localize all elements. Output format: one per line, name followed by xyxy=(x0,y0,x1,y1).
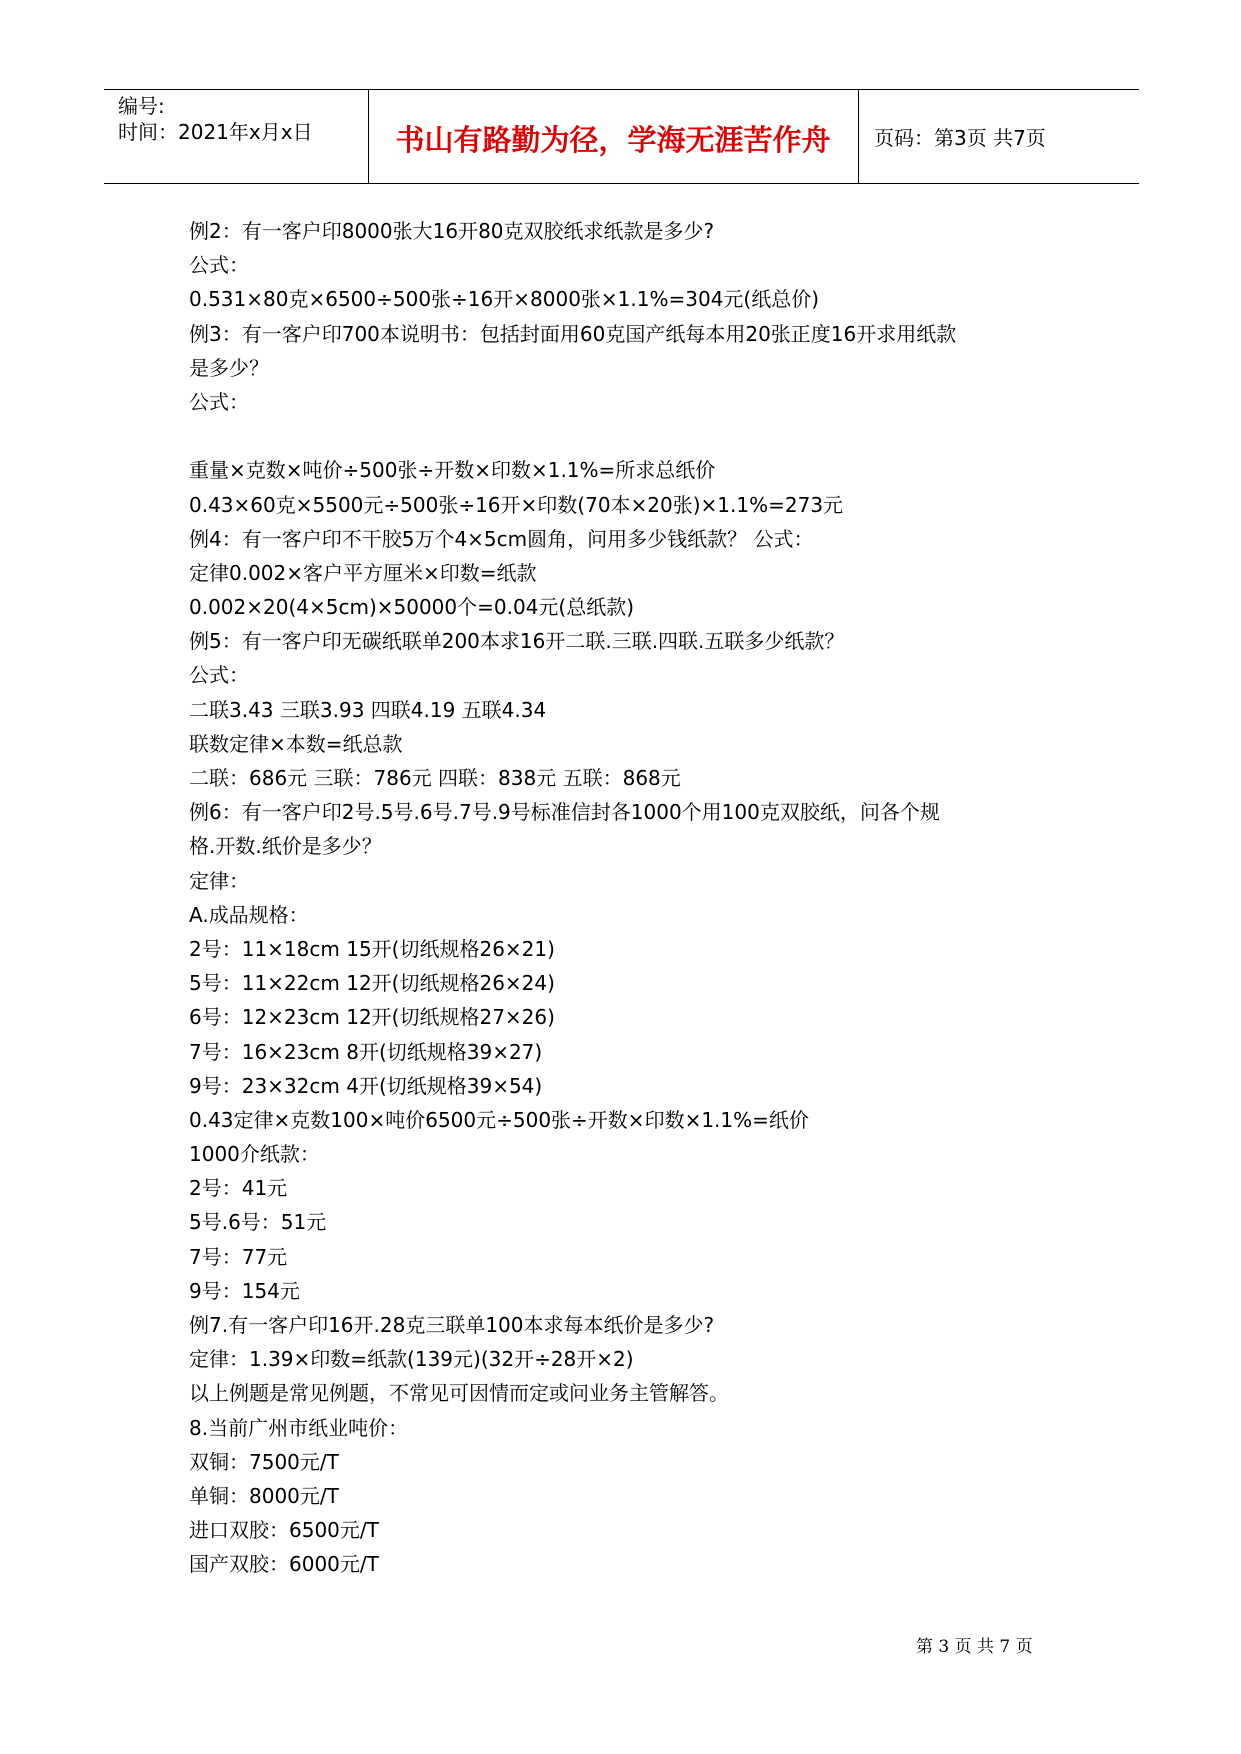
body-text-line: 国产双胶：6000元/T xyxy=(189,1552,379,1577)
header-meta-cell xyxy=(104,90,369,183)
body-text-line: 0.002×20(4×5cm)×50000个=0.04元(总纸款) xyxy=(189,595,635,620)
body-text-line: 8.当前广州市纸业吨价： xyxy=(189,1415,409,1440)
body-text-line: 5号：11×22cm 12开(切纸规格26×24) xyxy=(189,971,555,996)
body-text-line: 7号：77元 xyxy=(189,1244,288,1269)
body-text-line: 二联3.43 三联3.93 四联4.19 五联4.34 xyxy=(189,697,547,722)
page-header xyxy=(104,89,1139,184)
body-text-line: 是多少？ xyxy=(189,355,269,380)
body-text-line: 双铜：7500元/T xyxy=(189,1449,339,1474)
body-text-line: 2号：41元 xyxy=(189,1176,288,1201)
body-text-line: 0.531×80克×6500÷500张÷16开×8000张×1.1%=304元(纸总价) xyxy=(189,287,820,312)
header-page-cell xyxy=(860,90,1139,183)
body-text-line: 定律0.002×客户平方厘米×印数=纸款 xyxy=(189,560,537,585)
body-text-line: A.成品规格： xyxy=(189,902,309,927)
body-text-line: 例7.有一客户印16开.28克三联单100本求每本纸价是多少? xyxy=(189,1313,715,1337)
body-text-line: 进口双胶：6500元/T xyxy=(189,1518,379,1543)
body-text-line: 公式： xyxy=(189,389,249,414)
document-number-label: 编号: xyxy=(118,94,165,118)
body-text-line: 例3：有一客户印700本说明书：包括封面用60克国产纸每本用20张正度16开求用纸款 xyxy=(189,321,957,346)
body-text-line: 6号：12×23cm 12开(切纸规格27×26) xyxy=(189,1005,555,1030)
body-text-line: 定律：1.39×印数=纸款(139元)(32开÷28开×2) xyxy=(189,1347,634,1372)
body-text-line: 9号：23×32cm 4开(切纸规格39×54) xyxy=(189,1073,543,1098)
body-text-line: 0.43×60克×5500元÷500张÷16开×印数(70本×20张)×1.1%=273元 xyxy=(189,492,844,517)
body-text-line: 9号：154元 xyxy=(189,1278,300,1303)
body-text-line: 以上例题是常见例题，不常见可因情而定或问业务主管解答。 xyxy=(189,1381,729,1406)
body-text-line: 例2：有一客户印8000张大16开80克双胶纸求纸款是多少? xyxy=(189,219,715,243)
body-text-line: 7号：16×23cm 8开(切纸规格39×27) xyxy=(189,1039,543,1064)
body-text-line: 0.43定律×克数100×吨价6500元÷500张÷开数×印数×1.1%=纸价 xyxy=(189,1107,809,1132)
body-text-line: 例5：有一客户印无碳纸联单200本求16开二联.三联.四联.五联多少纸款？ xyxy=(189,629,845,654)
body-text-line xyxy=(189,419,1069,453)
body-text-line: 重量×克数×吨价÷500张÷开数×印数×1.1%=所求总纸价 xyxy=(189,458,716,483)
body-text-line: 定律： xyxy=(189,868,249,893)
body-text-line: 例4：有一客户印不干胶5万个4×5cm圆角，问用多少钱纸款？ 公式： xyxy=(189,526,814,551)
header-page-info: 页码：第3页 共7页 xyxy=(874,126,1046,150)
body-text-line: 2号：11×18cm 15开(切纸规格26×21) xyxy=(189,936,555,961)
body-text-line: 例6：有一客户印2号.5号.6号.7号.9号标准信封各1000个用100克双胶纸，问各个规 xyxy=(189,800,940,825)
body-text-line: 公式： xyxy=(189,253,249,278)
body-text-line: 二联：686元 三联：786元 四联：838元 五联：868元 xyxy=(189,766,681,790)
body-text-line: 1000介纸款： xyxy=(189,1142,320,1167)
body-text-line: 5号.6号：51元 xyxy=(189,1210,327,1235)
header-motto: 书山有路勤为径，学海无涯苦作舟 xyxy=(395,123,831,157)
body-text-line: 联数定律×本数=纸总款 xyxy=(189,731,403,756)
header-motto-cell xyxy=(368,90,859,183)
body-text-line: 单铜：8000元/T xyxy=(189,1483,339,1508)
document-time-label: 时间：2021年x月x日 xyxy=(118,120,313,144)
body-text-line: 格.开数.纸价是多少？ xyxy=(189,834,382,859)
document-body xyxy=(189,214,1069,1582)
body-text-line: 公式： xyxy=(189,663,249,688)
page-footer: 第 3 页 共 7 页 xyxy=(916,1637,1033,1657)
